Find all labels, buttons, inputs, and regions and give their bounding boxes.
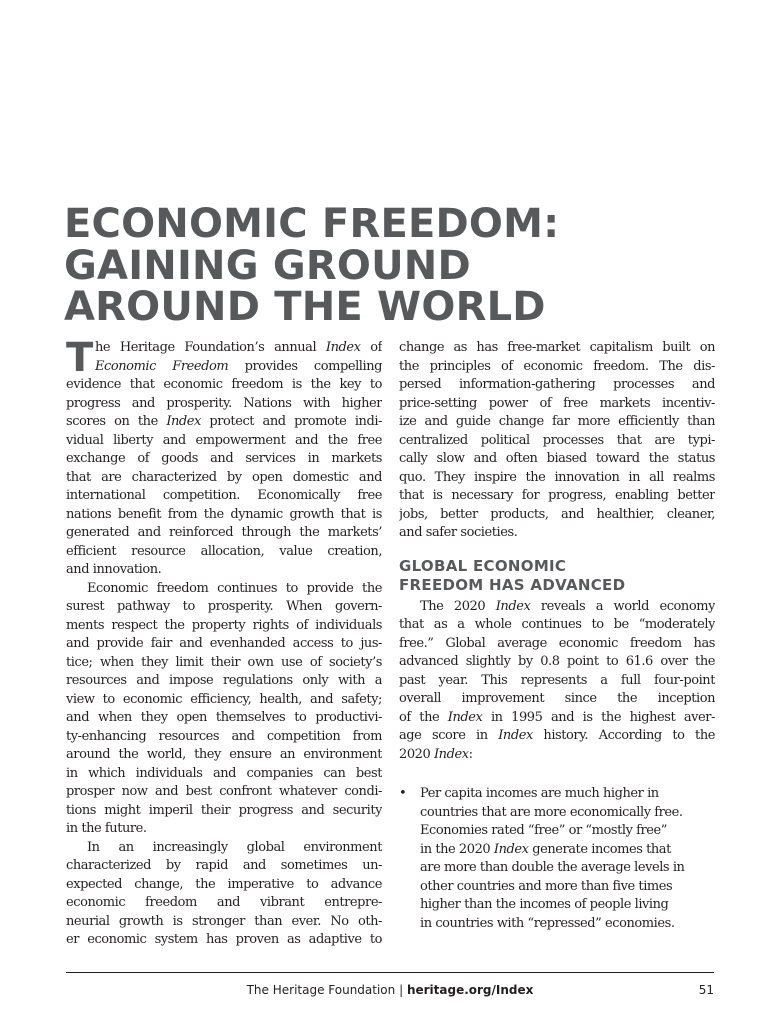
title-line: ECONOMIC FREEDOM: xyxy=(64,201,560,247)
paragraph xyxy=(399,339,715,543)
page-number: 51 xyxy=(698,983,714,997)
text-line: that as a whole continues to be “moderately xyxy=(399,617,715,632)
text-line: price-setting power of free markets incentiv- xyxy=(399,395,715,411)
intro-paragraph xyxy=(66,335,382,580)
section-heading xyxy=(399,557,715,595)
left-column xyxy=(66,335,382,950)
text-line: in the 2020 Index generate incomes that xyxy=(420,841,671,857)
title-line: GAINING GROUND xyxy=(64,242,471,289)
bullet-item xyxy=(399,785,715,933)
heading-line: GLOBAL ECONOMIC xyxy=(399,556,567,575)
text-line: free.” Global average economic freedom has xyxy=(399,635,715,651)
text-line: Economic freedom continues to provide the xyxy=(87,580,382,596)
text-line: that is necessary for progress, enabling better xyxy=(399,488,715,503)
text-line: tice; when they limit their own use of society’s xyxy=(66,654,382,670)
text-line: efficient resource allocation, value creation, xyxy=(66,543,382,559)
text-line: surest pathway to prosperity. When govern- xyxy=(66,599,382,614)
text-line: jobs, better products, and healthier, cleaner, xyxy=(399,506,715,522)
text-line: ize and guide change far more efficiently than xyxy=(399,414,715,429)
page-title xyxy=(64,201,704,330)
page-footer xyxy=(66,983,714,997)
text-line: and provide fair and evenhanded access to jus- xyxy=(66,636,382,651)
text-line: In an increasingly global environment xyxy=(87,839,382,855)
bullet-icon: • xyxy=(399,786,407,801)
text-line: countries that are more economically free. xyxy=(420,804,683,820)
heading-line: FREEDOM HAS ADVANCED xyxy=(399,575,626,594)
text-line: tions might imperil their progress and security xyxy=(66,802,382,818)
text-line: persed information-gathering processes and xyxy=(399,377,715,392)
text-line: neurial growth is stronger than ever. No oth- xyxy=(66,913,382,929)
text-line: in the future. xyxy=(66,821,147,836)
text-line: centralized political processes that are typi- xyxy=(399,432,715,448)
title-line: AROUND THE WORLD xyxy=(64,284,546,330)
text-line: 2020 Index: xyxy=(399,746,473,762)
footer-org: The Heritage Foundation | xyxy=(246,983,407,997)
text-line: that are characterized by open domestic and xyxy=(66,469,382,485)
text-line: nations benefit from the dynamic growth that is xyxy=(66,506,382,522)
text-line: view to economic efficiency, health, and safety; xyxy=(66,691,382,707)
text-line: higher than the incomes of people living xyxy=(420,897,669,912)
text-line: ty-enhancing resources and competition from xyxy=(66,728,382,744)
paragraph xyxy=(399,598,715,765)
text-line: er economic system has proven as adaptive to xyxy=(66,932,382,947)
text-line: scores on the Index protect and promote indi- xyxy=(66,414,382,429)
right-column xyxy=(399,339,715,933)
text-line: expected change, the imperative to advance xyxy=(66,876,382,892)
text-line: resources and impose regulations only with a xyxy=(66,673,382,688)
text-line: economic freedom and vibrant entrepre- xyxy=(66,895,382,910)
text-line: exchange of goods and services in markets xyxy=(66,451,382,466)
text-line: Economies rated “free” or “mostly free” xyxy=(420,823,667,838)
text-line: generated and reinforced through the markets’ xyxy=(66,525,382,540)
text-line: quo. They inspire the innovation in all realms xyxy=(399,469,715,485)
text-line: other countries and more than five times xyxy=(420,878,673,894)
text-line: age score in Index history. According to the xyxy=(399,728,715,743)
paragraph xyxy=(66,580,382,839)
text-line: international competition. Economically free xyxy=(66,488,382,503)
footer-divider xyxy=(66,972,714,973)
text-line: in countries with “repressed” economies. xyxy=(420,915,675,931)
text-line: cally slow and often biased toward the status xyxy=(399,451,715,466)
drop-cap: T xyxy=(66,335,94,381)
text-line: Per capita incomes are much higher in xyxy=(420,786,659,801)
text-line: evidence that economic freedom is the key to xyxy=(66,377,382,392)
text-line: are more than double the average levels in xyxy=(420,860,685,875)
text-line: the principles of economic freedom. The dis- xyxy=(399,358,715,374)
text-line: overall improvement since the inception xyxy=(399,691,715,706)
text-line: progress and prosperity. Nations with higher xyxy=(66,395,382,411)
paragraph xyxy=(66,839,382,950)
text-line: change as has free-market capitalism built on xyxy=(399,340,715,355)
text-line: Economic Freedom provides compelling xyxy=(95,358,382,374)
text-line: and when they open themselves to productivi- xyxy=(66,710,382,725)
text-line: ments respect the property rights of individuals xyxy=(66,617,382,633)
text-line: in which individuals and companies can best xyxy=(66,765,382,781)
text-line: prosper now and best confront whatever condi- xyxy=(66,784,382,799)
text-line: and innovation. xyxy=(66,562,162,577)
text-line: vidual liberty and empowerment and the free xyxy=(66,432,382,448)
text-line: The 2020 Index reveals a world economy xyxy=(420,598,715,614)
footer-credit xyxy=(66,983,714,997)
text-line: around the world, they ensure an environment xyxy=(66,747,382,762)
text-line: he Heritage Foundation’s annual Index of xyxy=(95,340,382,355)
text-line: advanced slightly by 0.8 point to 61.6 over the xyxy=(399,654,715,669)
text-line: and safer societies. xyxy=(399,525,518,540)
text-line: characterized by rapid and sometimes un- xyxy=(66,858,382,873)
text-line: past year. This represents a full four-point xyxy=(399,672,715,688)
text-line: of the Index in 1995 and is the highest aver- xyxy=(399,709,715,725)
footer-link[interactable]: heritage.org/Index xyxy=(406,983,534,997)
